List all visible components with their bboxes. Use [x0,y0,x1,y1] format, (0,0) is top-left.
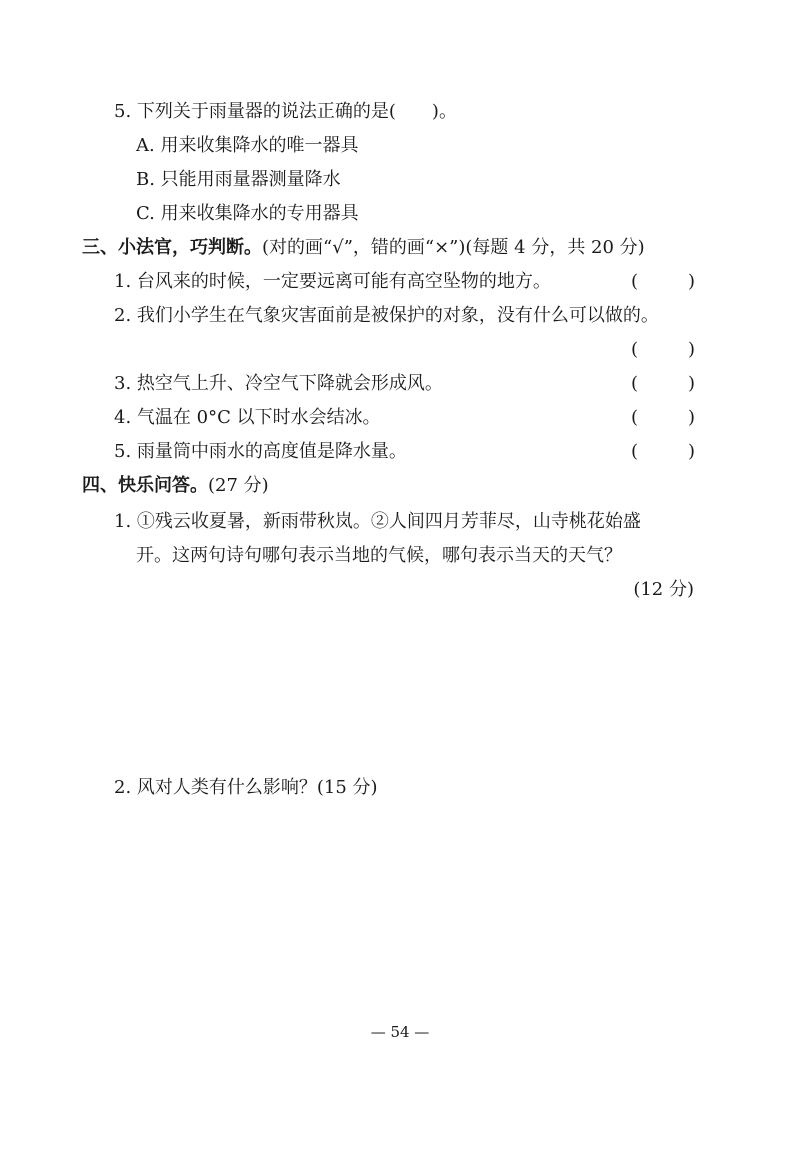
option-c: C. 用来收集降水的专用器具 [136,203,359,224]
section-4-points: (27 分) [208,475,269,496]
bracket-close: ) [687,407,695,428]
section-3-title: 三、小法官，巧判断。 [82,237,262,258]
answer-bracket-5[interactable] [631,440,695,464]
bracket-close: ) [687,441,695,462]
qa-1-points: (12 分) [633,579,694,600]
option-b: B. 只能用雨量器测量降水 [136,169,341,190]
judge-item-3: 3. 热空气上升、冷空气下降就会形成风。 [114,373,443,394]
judge-item-4: 4. 气温在 0°C 以下时水会结冰。 [114,407,381,428]
bracket-open: ( [631,373,639,394]
section-4-heading [82,474,269,498]
section-4-title: 四、快乐问答。 [82,475,208,496]
qa-1-line-2: 开。这两句诗句哪句表示当地的气候，哪句表示当天的天气？ [136,545,622,566]
bracket-open: ( [631,271,639,292]
bracket-open: ( [631,339,639,360]
judge-item-5: 5. 雨量筒中雨水的高度值是降水量。 [114,441,407,462]
answer-bracket-4[interactable] [631,406,695,430]
answer-bracket-1[interactable] [631,270,695,294]
judge-item-2: 2. 我们小学生在气象灾害面前是被保护的对象，没有什么可以做的。 [114,305,659,326]
bracket-close: ) [687,373,695,394]
bracket-close: ) [687,339,695,360]
bracket-open: ( [631,407,639,428]
option-a: A. 用来收集降水的唯一器具 [136,135,359,156]
page-number: — 54 — [370,1023,430,1041]
question-5-stem: 5. 下列关于雨量器的说法正确的是( )。 [114,101,457,122]
bracket-open: ( [631,441,639,462]
bracket-close: ) [687,271,695,292]
answer-bracket-2[interactable] [631,338,695,362]
section-3-heading [82,236,645,260]
answer-bracket-3[interactable] [631,372,695,396]
qa-1-line-1: 1. ①残云收夏暑，新雨带秋岚。②人间四月芳菲尽，山寺桃花始盛 [114,511,641,532]
qa-2: 2. 风对人类有什么影响？(15 分) [114,777,378,798]
section-3-instructions: (对的画“√”，错的画“×”)(每题 4 分，共 20 分) [262,237,645,258]
judge-item-1: 1. 台风来的时候，一定要远离可能有高空坠物的地方。 [114,271,551,292]
